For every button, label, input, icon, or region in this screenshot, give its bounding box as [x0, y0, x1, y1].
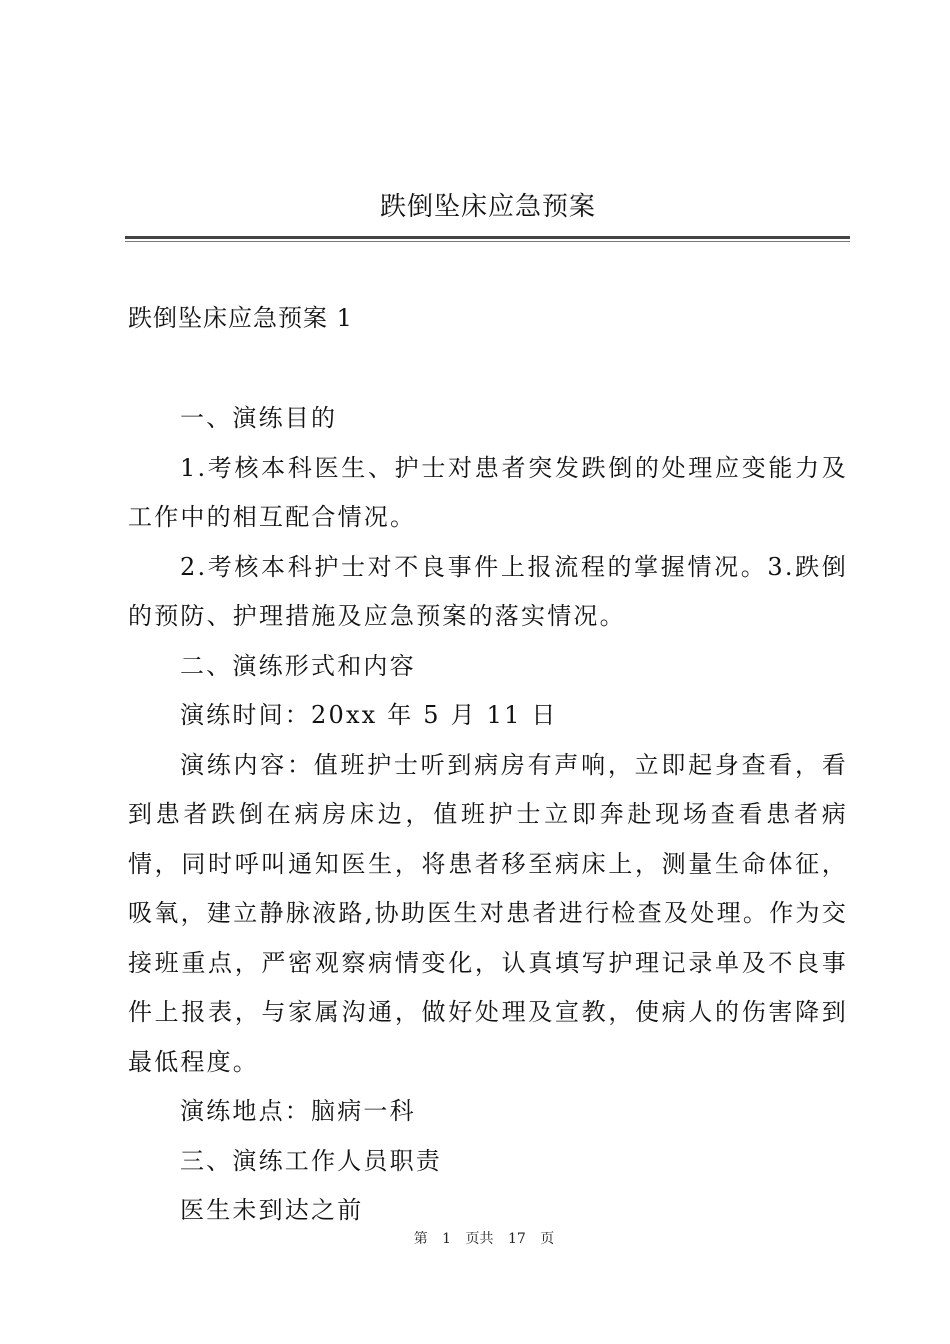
paragraph-drill-form-heading: 二、演练形式和内容	[180, 651, 416, 680]
title-divider-thin	[125, 241, 850, 242]
paragraph-item-2-3: 2.考核本科护士对不良事件上报流程的掌握情况。3.跌倒的预防、护理措施及应急预案的落实情况。	[128, 552, 848, 630]
paragraph-drill-time: 演练时间：20xx 年 5 月 11 日	[180, 701, 558, 729]
paragraph-drill-content: 演练内容：值班护士听到病房有声响，立即起身查看，看到患者跌倒在病房床边，值班护士立即奔赴现场查看患者病情，同时呼叫通知医生，将患者移至病床上，测量生命体征，吸氧，建立静脉液路,协助医生对患者进行检查及处理。作为交接班重点，严密观察病情变化，认真填写护理记录单及不良事件上报表，与家属沟通，做好处理及宣教，使病人的伤害降到最低程度。	[128, 750, 848, 1076]
document-body	[128, 394, 848, 1236]
paragraph-item-1: 1.考核本科医生、护士对患者突发跌倒的处理应变能力及工作中的相互配合情况。	[128, 453, 848, 531]
document-title: 跌倒坠床应急预案	[379, 192, 596, 222]
paragraph-staff-duties-heading: 三、演练工作人员职责	[180, 1146, 442, 1175]
paragraph-before-doctor-arrives: 医生未到达之前	[180, 1196, 364, 1224]
paragraph-drill-location: 演练地点：脑病一科	[180, 1097, 416, 1125]
page-footer: 第 1 页共 17 页	[413, 1231, 555, 1247]
paragraph-drill-purpose-heading: 一、演练目的	[180, 404, 338, 432]
section-heading: 跌倒坠床应急预案 1	[128, 304, 353, 332]
title-divider-thick	[125, 236, 850, 239]
